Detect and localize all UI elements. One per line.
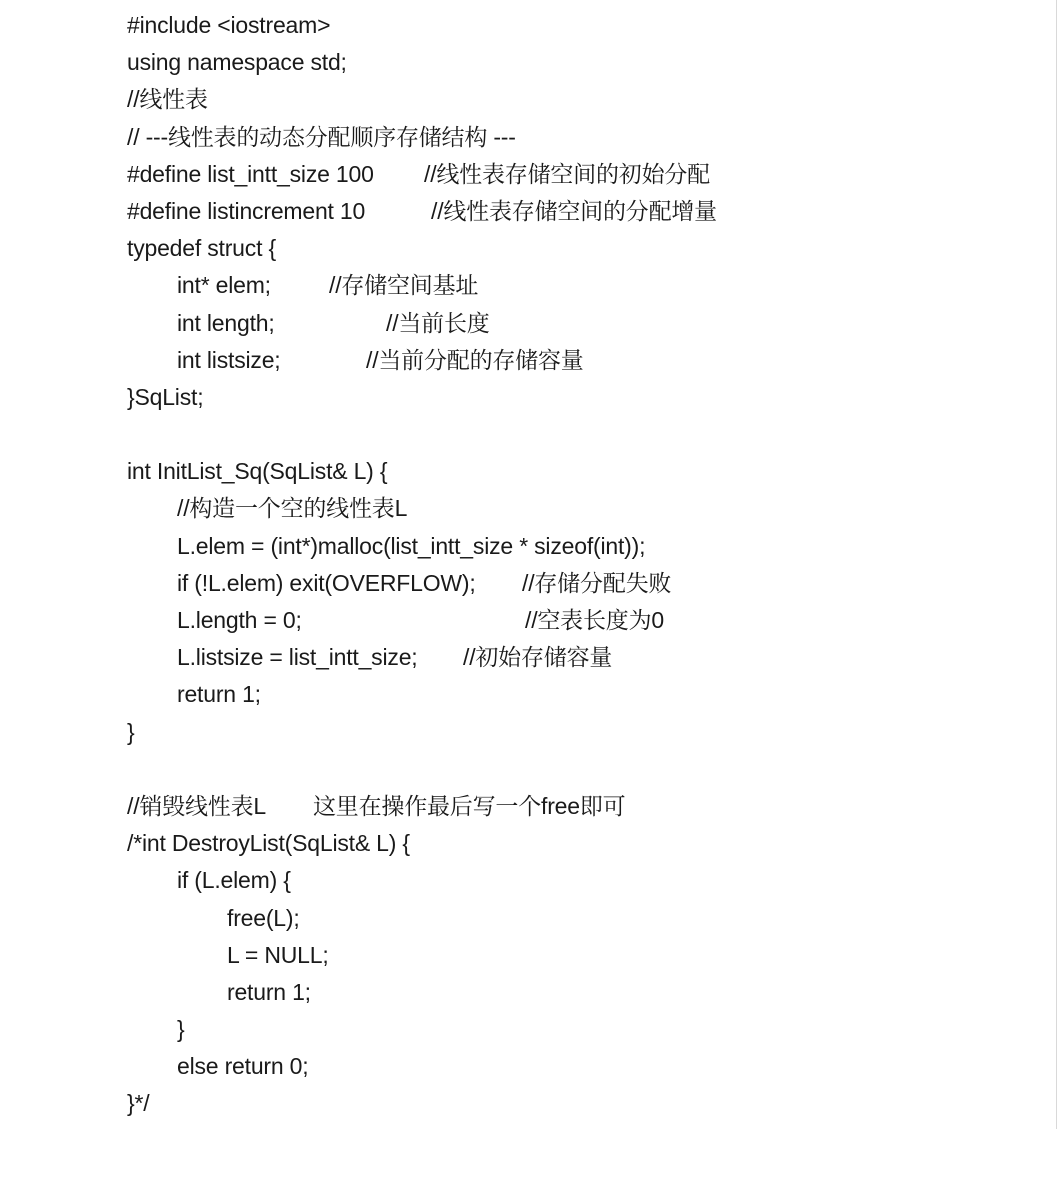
- code-text: L.listsize = list_intt_size;: [177, 644, 418, 671]
- code-line: [127, 44, 1027, 81]
- code-line: [127, 7, 1027, 44]
- code-line: [127, 230, 1027, 267]
- code-comment: if (L.elem) {: [177, 867, 291, 894]
- code-line: [127, 714, 1027, 751]
- code-line: [127, 305, 1027, 342]
- code-text: int InitList_Sq(SqList& L) {: [127, 458, 388, 485]
- code-comment: /*int DestroyList(SqList& L) {: [127, 830, 410, 857]
- code-line: [127, 267, 1027, 304]
- code-comment: //线性表: [127, 86, 208, 113]
- code-text: L.length = 0;: [177, 607, 302, 633]
- code-comment: free(L);: [227, 904, 300, 931]
- code-comment: //销毁线性表L: [127, 792, 266, 819]
- page-border: [1056, 0, 1057, 1129]
- code-line: [127, 490, 1027, 527]
- code-comment: //当前分配的存储容量: [366, 346, 584, 373]
- code-line: [127, 342, 1027, 379]
- code-line: [127, 788, 1027, 825]
- code-text: return 1;: [177, 681, 261, 708]
- code-block: [127, 7, 1027, 1123]
- code-line: [127, 453, 1027, 490]
- code-comment: else return 0;: [177, 1053, 309, 1080]
- code-line: [127, 1085, 1027, 1122]
- code-line: [127, 862, 1027, 899]
- code-line: [127, 676, 1027, 713]
- code-comment: //初始存储容量: [463, 644, 613, 671]
- code-text: #define listincrement 10: [127, 197, 366, 224]
- code-comment: //空表长度为0: [525, 607, 664, 633]
- code-line: [127, 379, 1027, 416]
- code-comment: return 1;: [227, 978, 311, 1005]
- code-line: [127, 193, 1027, 230]
- code-line: [127, 937, 1027, 974]
- code-text: typedef struct {: [127, 235, 276, 262]
- code-line: [127, 119, 1027, 156]
- code-comment: // ---线性表的动态分配顺序存储结构 ---: [127, 123, 516, 150]
- code-comment: L = NULL;: [227, 941, 329, 968]
- code-comment: //存储分配失败: [522, 569, 672, 596]
- code-comment: //当前长度: [386, 309, 490, 336]
- code-line: [127, 974, 1027, 1011]
- code-line: [127, 565, 1027, 602]
- code-comment: }*/: [127, 1090, 150, 1117]
- code-text: #define list_intt_size 100: [127, 160, 374, 187]
- code-line: [127, 1048, 1027, 1085]
- code-line: [127, 156, 1027, 193]
- code-text: using namespace std;: [127, 49, 347, 76]
- code-comment: 这里在操作最后写一个free即可: [313, 792, 626, 819]
- code-text: int listsize;: [177, 346, 281, 373]
- code-comment: }: [177, 1016, 185, 1043]
- code-text: L.elem = (int*)malloc(list_intt_size * sizeof(int));: [177, 532, 646, 559]
- code-line: [127, 825, 1027, 862]
- blank-line: [127, 416, 1027, 453]
- code-text: }: [127, 718, 135, 745]
- code-comment: //线性表存储空间的分配增量: [431, 197, 717, 224]
- code-line: [127, 1011, 1027, 1048]
- code-line: [127, 900, 1027, 937]
- code-comment: //存储空间基址: [329, 272, 479, 299]
- code-line: [127, 81, 1027, 118]
- code-text: }SqList;: [127, 383, 204, 410]
- code-line: [127, 602, 1027, 639]
- code-comment: //构造一个空的线性表L: [177, 495, 408, 522]
- code-text: #include <iostream>: [127, 12, 331, 38]
- code-text: int length;: [177, 309, 275, 336]
- code-line: [127, 639, 1027, 676]
- code-text: int* elem;: [177, 272, 271, 299]
- blank-line: [127, 751, 1027, 788]
- code-comment: //线性表存储空间的初始分配: [424, 160, 710, 187]
- code-text: if (!L.elem) exit(OVERFLOW);: [177, 569, 476, 596]
- code-line: [127, 528, 1027, 565]
